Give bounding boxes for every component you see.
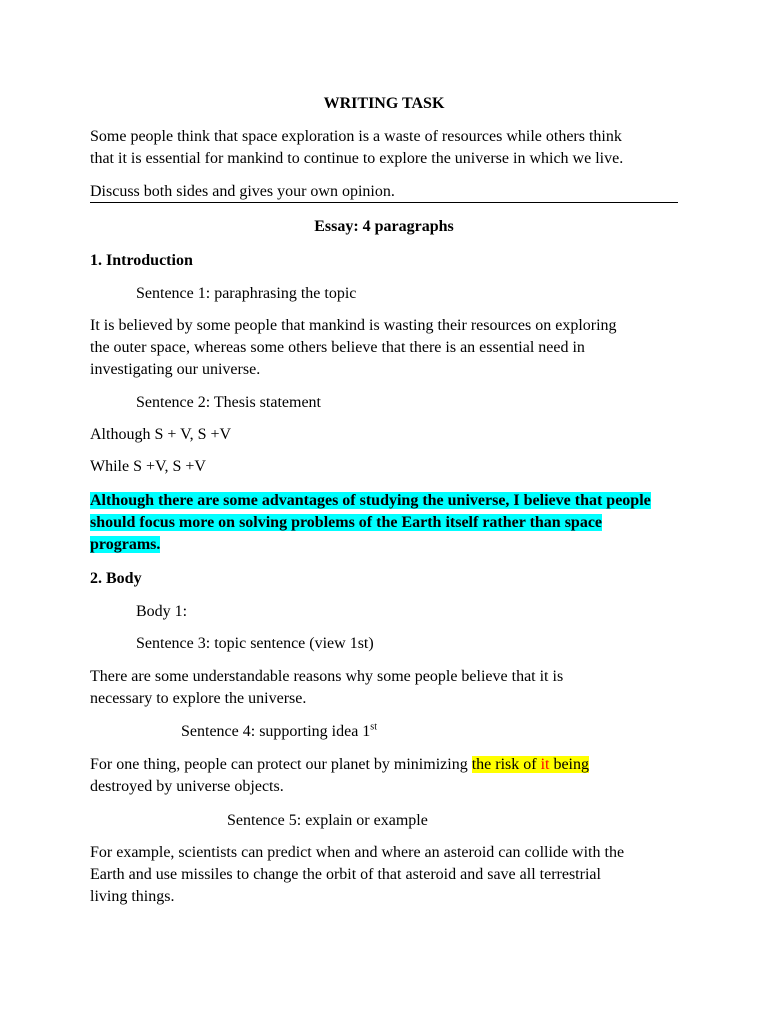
- support-line-1: [90, 754, 589, 776]
- example-line-1: For example, scientists can predict when and where an asteroid can collide with the: [90, 844, 625, 861]
- sentence4-superscript: st: [370, 721, 377, 733]
- divider-rule: [90, 202, 678, 203]
- sentence3-label: Sentence 3: topic sentence (view 1st): [136, 635, 374, 652]
- topic-line-1: There are some understandable reasons why some people believe that it is: [90, 668, 564, 685]
- pattern-although: Although S + V, S +V: [90, 426, 232, 443]
- example-line-2: Earth and use missiles to change the orbit of that asteroid and save all terrestrial: [90, 866, 601, 883]
- thesis-highlight-3: programs.: [90, 536, 161, 553]
- paraphrase-line-2: the outer space, whereas some others believe that there is an essential need in: [90, 339, 585, 356]
- paraphrase-line-1: It is believed by some people that mankind is wasting their resources on exploring: [90, 317, 617, 334]
- example-line-3: living things.: [90, 888, 175, 905]
- body-heading: 2. Body: [90, 570, 142, 587]
- prompt-instruction: Discuss both sides and gives your own opinion.: [90, 183, 395, 200]
- sentence2-label: Sentence 2: Thesis statement: [136, 394, 321, 411]
- prompt-line-2: that it is essential for mankind to continue to explore the universe in which we live.: [90, 150, 624, 167]
- support-highlight: [472, 756, 589, 773]
- pattern-while: While S +V, S +V: [90, 458, 206, 475]
- thesis-highlight-1: Although there are some advantages of studying the universe, I believe that people: [90, 492, 651, 509]
- body1-label: Body 1:: [136, 603, 188, 620]
- support-highlight-red: it: [540, 756, 550, 773]
- topic-line-2: necessary to explore the universe.: [90, 690, 307, 707]
- paraphrase-line-3: investigating our universe.: [90, 361, 261, 378]
- support-highlight-a: the risk of: [471, 756, 541, 773]
- support-line-2: destroyed by universe objects.: [90, 778, 284, 795]
- essay-heading: Essay: 4 paragraphs: [314, 218, 454, 235]
- support-text: For one thing, people can protect our planet by minimizing: [90, 756, 472, 773]
- thesis-highlight-2: should focus more on solving problems of the Earth itself rather than space: [90, 514, 603, 531]
- sentence4-label: [181, 721, 377, 743]
- support-highlight-b: being: [549, 756, 589, 773]
- page-title: WRITING TASK: [323, 95, 445, 112]
- thesis-line-3: [90, 534, 160, 556]
- thesis-line-1: [90, 490, 651, 512]
- sentence1-label: Sentence 1: paraphrasing the topic: [136, 285, 357, 302]
- introduction-heading: 1. Introduction: [90, 252, 193, 269]
- thesis-line-2: [90, 512, 602, 534]
- sentence4-text: Sentence 4: supporting idea 1: [181, 723, 371, 740]
- sentence5-label: Sentence 5: explain or example: [227, 812, 428, 829]
- prompt-line-1: Some people think that space exploration is a waste of resources while others think: [90, 128, 622, 145]
